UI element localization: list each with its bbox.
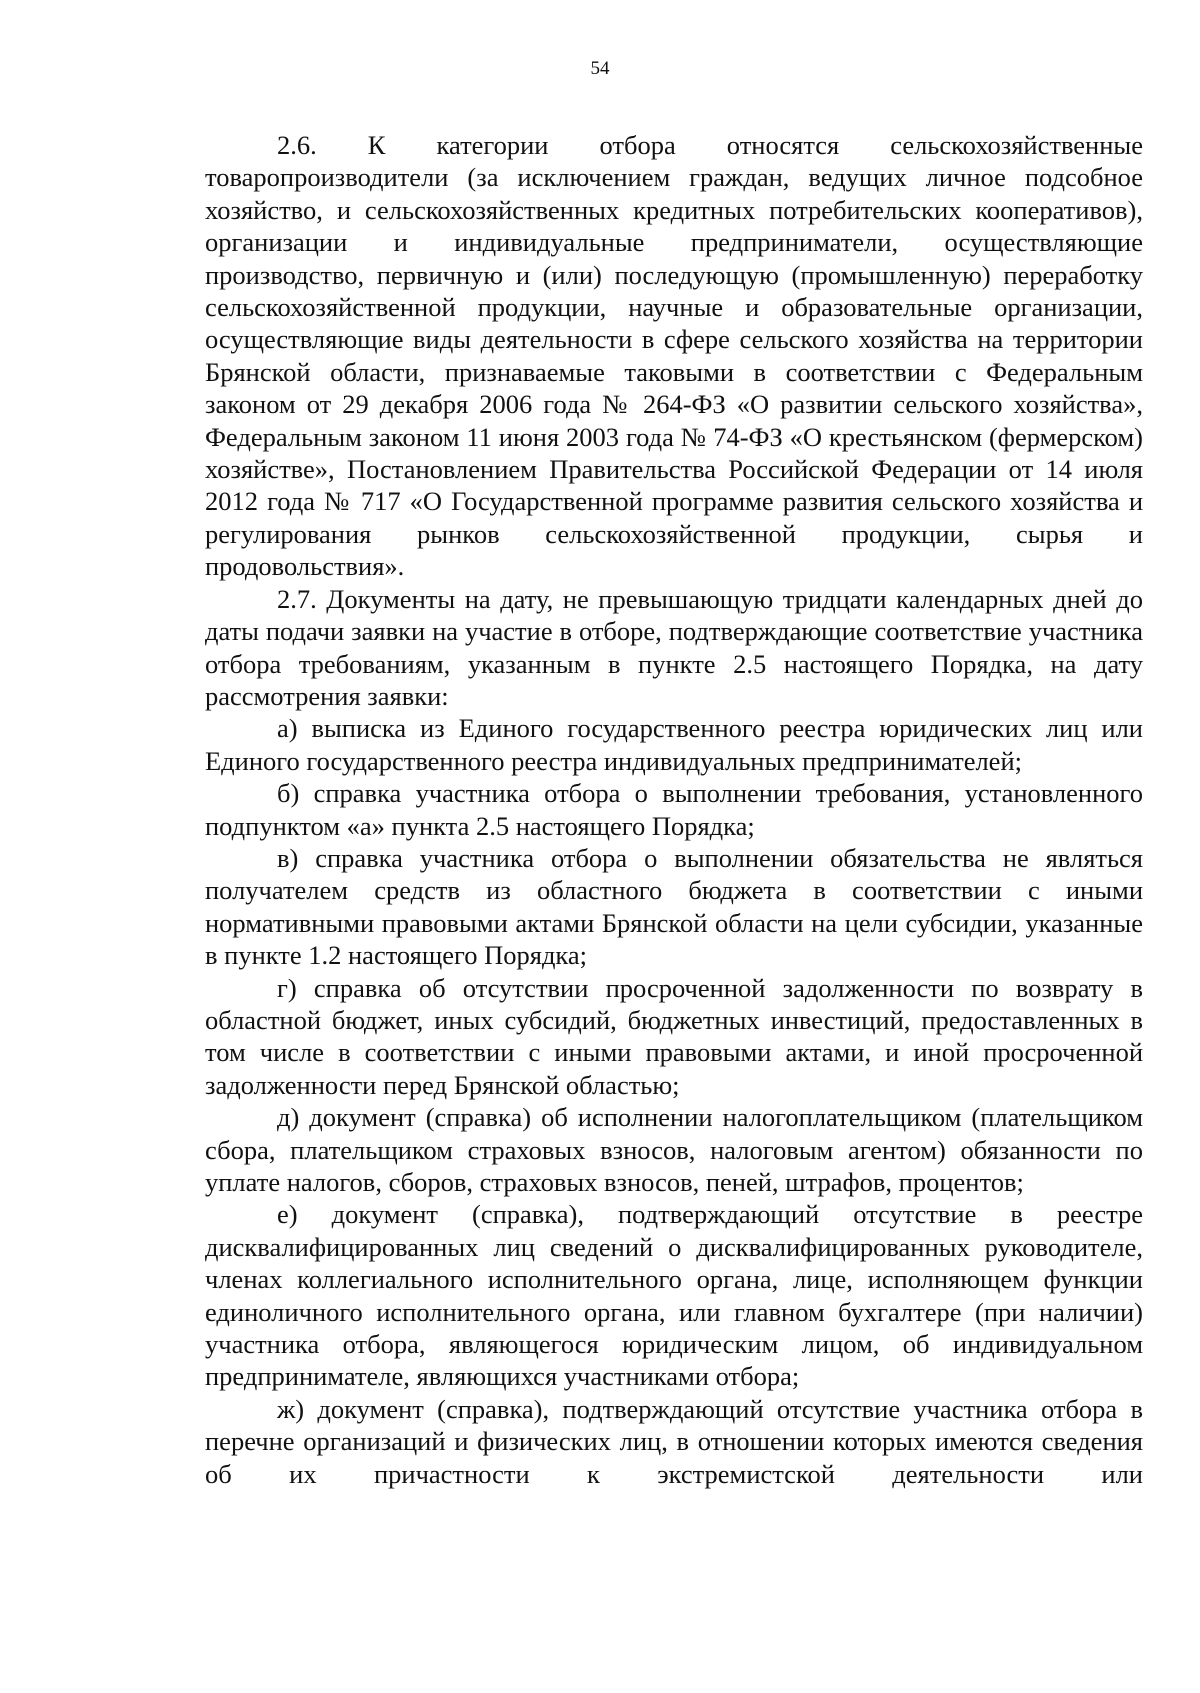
document-body [205,129,1143,1490]
list-item-b: б) справка участника отбора о выполнении требования, установленного подпунктом «а» пункта 2.5 настоящего Порядка; [205,778,1143,841]
page-number: 54 [590,58,610,79]
list-item-a: а) выписка из Единого государственного реестра юридических лиц или Единого государственного реестра индивидуальных предпринимателей; [205,713,1143,776]
list-item-zh: ж) документ (справка), подтверждающий отсутствие участника отбора в перечне организаций и физических лиц, в отношении которых имеются сведения об их причастности к экстремистской деятельности или [205,1393,1143,1489]
list-item-v: в) справка участника отбора о выполнении обязательства не являться получателем средств из областного бюджета в соответствии с иными нормативными правовыми актами Брянской области на цели субсидии, указанные в пункте 1.2 настоящего Порядка; [205,842,1143,971]
list-item-g: г) справка об отсутствии просроченной задолженности по возврату в областной бюджет, иных субсидий, бюджетных инвестиций, предоставленных в том числе в соответствии с иными правовыми актами, и иной просроченной задолженности перед Брянской областью; [205,972,1143,1100]
list-item-e: е) документ (справка), подтверждающий отсутствие в реестре дисквалифицированных лиц сведений о дисквалифицированных руководителе, членах коллегиального исполнительного органа, лице, исполняющем функции единоличного исполнительного органа, или главном бухгалтере (при наличии) участника отбора, являющегося юридическим лицом, об индивидуальном предпринимателе, являющихся участниками отбора; [205,1199,1143,1392]
paragraph-2-7: 2.7. Документы на дату, не превышающую тридцати календарных дней до даты подачи заявки на участие в отборе, подтверждающие соответствие участника отбора требованиям, указанным в пункте 2.5 настоящего Порядка, на дату рассмотрения заявки: [205,583,1143,711]
paragraph-2-6: 2.6. К категории отбора относятся сельскохозяйственные товаропроизводители (за исключением граждан, ведущих личное подсобное хозяйство, и сельскохозяйственных кредитных потребительских кооперативов), организации и индивидуальные предприниматели, осуществляющие производство, первичную и (или) последующую (промышленную) переработку сельскохозяйственной продукции, научные и образовательные организации, осуществляющие виды деятельности в сфере сельского хозяйства на территории Брянской области, признаваемые таковыми в соответствии с Федеральным законом от 29 декабря 2006 года № 264-ФЗ «О развитии сельского хозяйства», Федеральным законом 11 июня 2003 года № 74-ФЗ «О крестьянском (фермерском) хозяйстве», Постановлением Правительства Российской Федерации от 14 июля 2012 года № 717 «О Государственной программе развития сельского хозяйства и регулирования рынков сельскохозяйственной продукции, сырья и продовольствия». [205,130,1143,582]
list-item-d: д) документ (справка) об исполнении налогоплательщиком (плательщиком сбора, плательщиком страховых взносов, налоговым агентом) обязанности по уплате налогов, сборов, страховых взносов, пеней, штрафов, процентов; [205,1102,1143,1197]
